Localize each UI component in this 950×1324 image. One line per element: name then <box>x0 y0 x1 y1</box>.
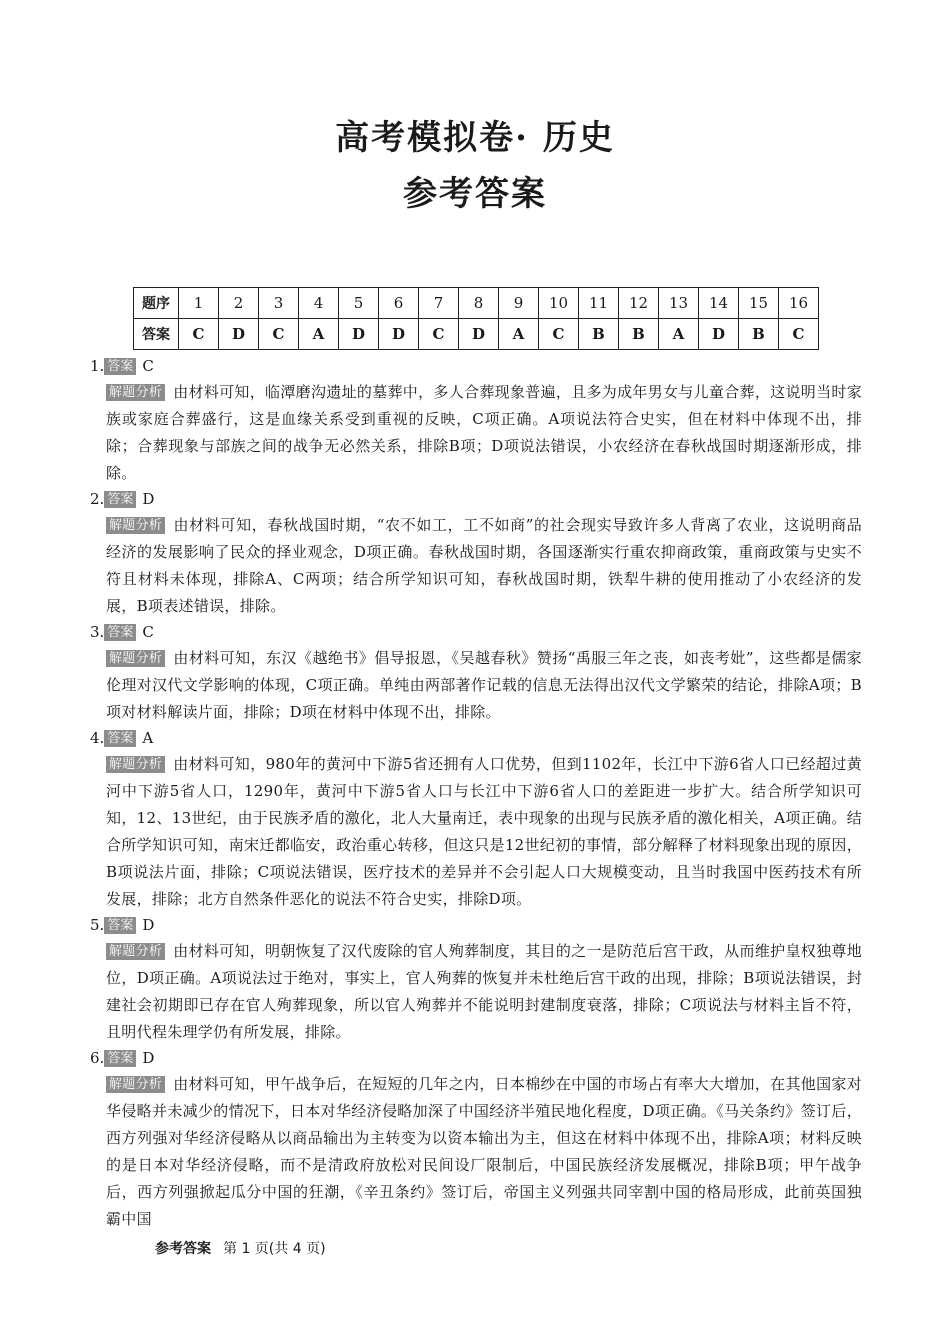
answer-value: C <box>142 357 154 375</box>
analysis-text: 由材料可知，明朝恢复了汉代废除的官人殉葬制度，其目的之一是防范后宫干政，从而维护皇权独尊地位，D项正确。A项说法过于绝对，事实上，官人殉葬的恢复并未杜绝后宫干政的出现，排除；B项说法错误，封建社会初期即已存在官人殉葬现象，所以官人殉葬并不能说明封建制度衰落，排除；C项说法与材料主旨不符，且明代程朱理学仍有所发展，排除。 <box>106 942 862 1041</box>
analysis-paragraph <box>106 1071 862 1233</box>
answer-tag: 答案 <box>104 917 136 934</box>
question-number-cell: 7 <box>419 288 459 319</box>
answer-letter-cell: D <box>459 319 499 350</box>
question-block <box>90 914 862 1046</box>
answer-letter-cell: D <box>219 319 259 350</box>
answer-tag: 答案 <box>104 730 136 747</box>
answer-letter-cell: B <box>579 319 619 350</box>
answer-tag: 答案 <box>104 624 136 641</box>
analysis-tag: 解题分析 <box>106 1076 165 1093</box>
analysis-tag: 解题分析 <box>106 943 165 960</box>
analysis-paragraph <box>106 512 862 620</box>
question-answer-line <box>90 355 862 379</box>
question-number-cell: 2 <box>219 288 259 319</box>
question-answer-line <box>90 488 862 512</box>
question-number-cell: 15 <box>739 288 779 319</box>
row-label-answer: 答案 <box>134 319 179 350</box>
page-footer <box>155 1238 326 1258</box>
answer-value: D <box>142 1049 155 1067</box>
answer-letter-cell: B <box>619 319 659 350</box>
analysis-tag: 解题分析 <box>106 517 165 534</box>
question-block <box>90 488 862 620</box>
answer-tag: 答案 <box>104 358 136 375</box>
question-block <box>90 355 862 487</box>
footer-label: 参考答案 <box>155 1241 211 1257</box>
question-number-cell: 4 <box>299 288 339 319</box>
question-answer-line <box>90 727 862 751</box>
analysis-paragraph <box>106 938 862 1046</box>
question-number: 4. <box>90 729 105 747</box>
question-block <box>90 1047 862 1233</box>
answer-value: C <box>142 623 154 641</box>
question-number-cell: 5 <box>339 288 379 319</box>
analysis-tag: 解题分析 <box>106 384 165 401</box>
analysis-text: 由材料可知，980年的黄河中下游5省还拥有人口优势，但到1102年，长江中下游6省人口已经超过黄河中下游5省人口，1290年，黄河中下游5省人口与长江中下游6省人口的差距进一步扩大。结合所学知识可知，12、13世纪，由于民族矛盾的激化，北人大量南迁，表中现象的出现与民族矛盾的激化相关，A项正确。结合所学知识可知，南宋迁都临安，政治重心转移，但这只是12世纪初的事情，部分解释了材料现象出现的原因，B项说法片面，排除；C项说法错误，医疗技术的差异并不会引起人口大规模变动，且当时我国中医药技术有所发展，排除；北方自然条件恶化的说法不符合史实，排除D项。 <box>106 755 862 908</box>
question-number-cell: 13 <box>659 288 699 319</box>
answer-table-number-row <box>134 288 819 319</box>
analysis-paragraph <box>106 379 862 487</box>
answer-letter-cell: D <box>379 319 419 350</box>
answer-letter-cell: C <box>179 319 219 350</box>
analysis-paragraph <box>106 645 862 726</box>
question-number-cell: 8 <box>459 288 499 319</box>
question-number-cell: 16 <box>779 288 819 319</box>
question-answer-line <box>90 621 862 645</box>
question-answer-line <box>90 1047 862 1071</box>
row-label-number: 题序 <box>134 288 179 319</box>
analysis-tag: 解题分析 <box>106 756 165 773</box>
question-answer-line <box>90 914 862 938</box>
analysis-text: 由材料可知，东汉《越绝书》倡导报恩，《吴越春秋》赞扬“禹服三年之丧，如丧考妣”，这些都是儒家伦理对汉代文学影响的体现，C项正确。单纯由两部著作记载的信息无法得出汉代文学繁荣的结论，排除A项；B项对材料解读片面，排除；D项在材料中体现不出，排除。 <box>106 649 862 721</box>
answer-letter-cell: D <box>339 319 379 350</box>
answer-table <box>133 287 819 350</box>
answer-tag: 答案 <box>104 491 136 508</box>
question-number-cell: 3 <box>259 288 299 319</box>
answer-letter-cell: A <box>499 319 539 350</box>
question-number-cell: 10 <box>539 288 579 319</box>
page-subtitle: 参考答案 <box>403 174 547 214</box>
answer-letter-cell: B <box>739 319 779 350</box>
analysis-paragraph <box>106 751 862 913</box>
answer-letter-cell: A <box>299 319 339 350</box>
question-block <box>90 727 862 913</box>
question-number-cell: 9 <box>499 288 539 319</box>
question-number: 2. <box>90 490 105 508</box>
analysis-text: 由材料可知，春秋战国时期，“农不如工，工不如商”的社会现实导致许多人背离了农业，这说明商品经济的发展影响了民众的择业观念，D项正确。春秋战国时期，各国逐渐实行重农抑商政策，重商政策与史实不符且材料未体现，排除A、C两项；结合所学知识可知，春秋战国时期，铁犁牛耕的使用推动了小农经济的发展，B项表述错误，排除。 <box>106 516 862 615</box>
answer-letter-cell: C <box>539 319 579 350</box>
answer-letter-cell: C <box>419 319 459 350</box>
question-number: 6. <box>90 1049 105 1067</box>
answer-tag: 答案 <box>104 1050 136 1067</box>
answer-letter-cell: D <box>699 319 739 350</box>
answer-value: D <box>142 916 155 934</box>
analysis-text: 由材料可知，临潭磨沟遗址的墓葬中，多人合葬现象普遍，且多为成年男女与儿童合葬，这说明当时家族或家庭合葬盛行，这是血缘关系受到重视的反映，C项正确。A项说法符合史实，但在材料中体现不出，排除；合葬现象与部族之间的战争无必然关系，排除B项；D项说法错误，小农经济在春秋战国时期逐渐形成，排除。 <box>106 383 862 482</box>
question-number-cell: 1 <box>179 288 219 319</box>
question-number-cell: 11 <box>579 288 619 319</box>
answer-table-answer-row <box>134 319 819 350</box>
answer-letter-cell: C <box>259 319 299 350</box>
answer-letter-cell: A <box>659 319 699 350</box>
answer-value: D <box>142 490 155 508</box>
question-number: 1. <box>90 357 105 375</box>
question-number-cell: 14 <box>699 288 739 319</box>
analysis-text: 由材料可知，甲午战争后，在短短的几年之内，日本棉纱在中国的市场占有率大大增加，在其他国家对华侵略并未减少的情况下，日本对华经济侵略加深了中国经济半殖民地化程度，D项正确。《马关条约》签订后，西方列强对华经济侵略从以商品输出为主转变为以资本输出为主，但这在材料中体现不出，排除A项；材料反映的是日本对华经济侵略，而不是清政府放松对民间设厂限制后，中国民族经济发展概况，排除B项；甲午战争后，西方列强掀起瓜分中国的狂潮，《辛丑条约》签订后，帝国主义列强共同宰割中国的格局形成，此前英国独霸中国 <box>106 1075 862 1228</box>
question-number-cell: 6 <box>379 288 419 319</box>
question-block <box>90 621 862 726</box>
answer-explanations <box>90 355 862 1234</box>
answer-letter-cell: C <box>779 319 819 350</box>
question-number-cell: 12 <box>619 288 659 319</box>
page-title: 高考模拟卷· 历史 <box>335 118 615 158</box>
footer-page-number: 第 1 页(共 4 页) <box>223 1241 326 1257</box>
analysis-tag: 解题分析 <box>106 650 165 667</box>
answer-value: A <box>142 729 154 747</box>
question-number: 3. <box>90 623 105 641</box>
question-number: 5. <box>90 916 105 934</box>
